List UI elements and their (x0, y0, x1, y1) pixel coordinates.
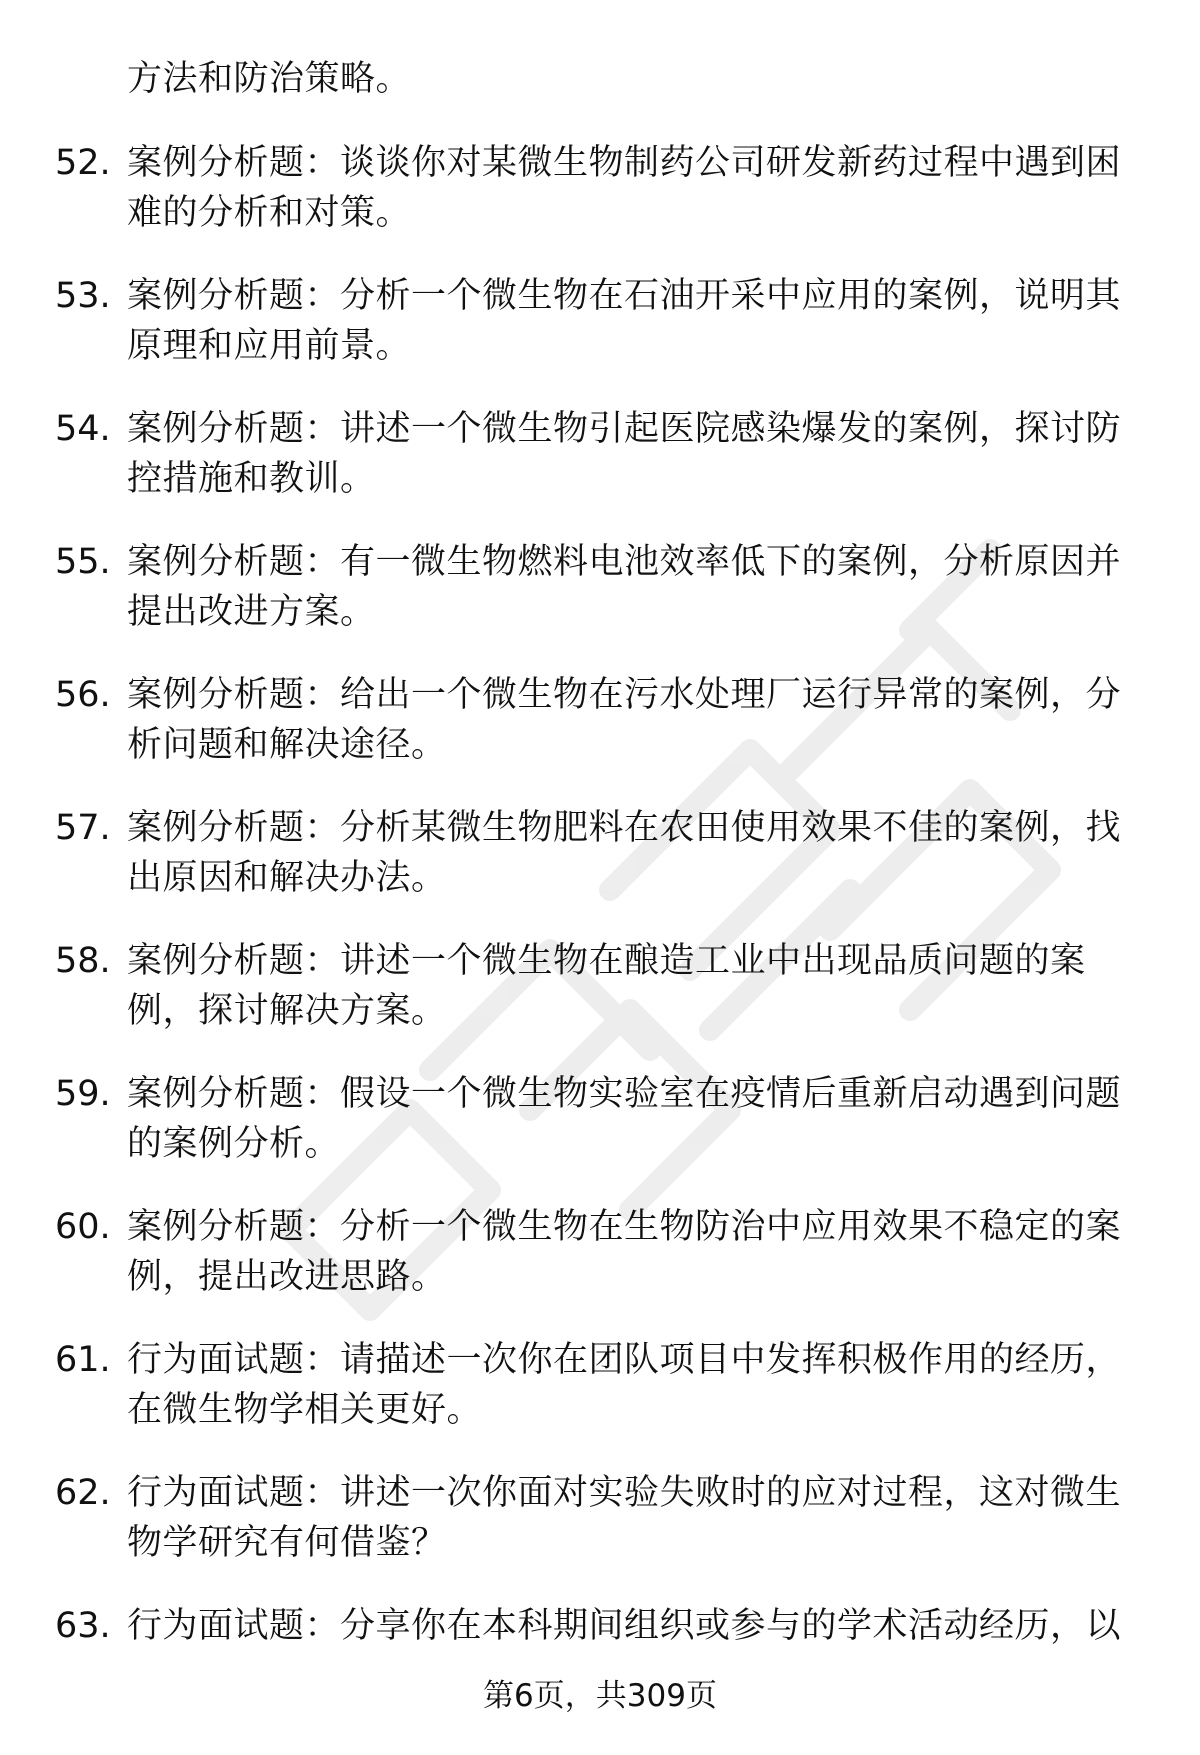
question-text: 案例分析题：有一微生物燃料电池效率低下的案例，分析原因并提出改进方案。 (127, 542, 1122, 632)
question-number: 63. (55, 1606, 111, 1646)
question-text: 行为面试题：讲述一次你面对实验失败时的应对过程，这对微生物学研究有何借鉴？ (127, 1473, 1122, 1563)
list-item (0, 1069, 1200, 1202)
list-item (0, 1468, 1200, 1601)
question-number: 61. (55, 1340, 111, 1380)
question-text: 案例分析题：讲述一个微生物在酿造工业中出现品质问题的案例，探讨解决方案。 (127, 941, 1086, 1031)
question-text: 案例分析题：假设一个微生物实验室在疫情后重新启动遇到问题的案例分析。 (127, 1074, 1122, 1164)
question-list (0, 138, 1200, 1734)
question-text: 案例分析题：谈谈你对某微生物制药公司研发新药过程中遇到困难的分析和对策。 (127, 143, 1122, 233)
question-text: 案例分析题：分析一个微生物在石油开采中应用的案例，说明其原理和应用前景。 (127, 276, 1122, 366)
question-number: 57. (55, 808, 111, 848)
question-number: 58. (55, 941, 111, 981)
list-item (0, 1202, 1200, 1335)
list-item (0, 537, 1200, 670)
list-item (0, 936, 1200, 1069)
question-number: 55. (55, 542, 111, 582)
question-number: 56. (55, 675, 111, 715)
question-text: 案例分析题：分析一个微生物在生物防治中应用效果不稳定的案例，提出改进思路。 (127, 1207, 1122, 1297)
question-number: 62. (55, 1473, 111, 1513)
question-number: 59. (55, 1074, 111, 1114)
question-text: 案例分析题：讲述一个微生物引起医院感染爆发的案例，探讨防控措施和教训。 (127, 409, 1122, 499)
list-item (0, 1335, 1200, 1468)
question-number: 60. (55, 1207, 111, 1247)
question-number: 54. (55, 409, 111, 449)
list-item (0, 138, 1200, 271)
list-item (0, 670, 1200, 803)
list-item (0, 803, 1200, 936)
continuation-text: 方法和防治策略。 (127, 59, 412, 99)
question-text: 案例分析题：给出一个微生物在污水处理厂运行异常的案例，分析问题和解决途径。 (127, 675, 1122, 765)
list-item (0, 404, 1200, 537)
question-text: 案例分析题：分析某微生物肥料在农田使用效果不佳的案例，找出原因和解决办法。 (127, 808, 1122, 898)
question-number: 53. (55, 276, 111, 316)
list-item (0, 271, 1200, 404)
question-text: 行为面试题：请描述一次你在团队项目中发挥积极作用的经历，在微生物学相关更好。 (127, 1340, 1122, 1430)
page-footer: 第6页，共309页 (483, 1678, 717, 1714)
question-number: 52. (55, 143, 111, 183)
question-text: 行为面试题：分享你在本科期间组织或参与的学术活动经历，以 (127, 1606, 1122, 1646)
